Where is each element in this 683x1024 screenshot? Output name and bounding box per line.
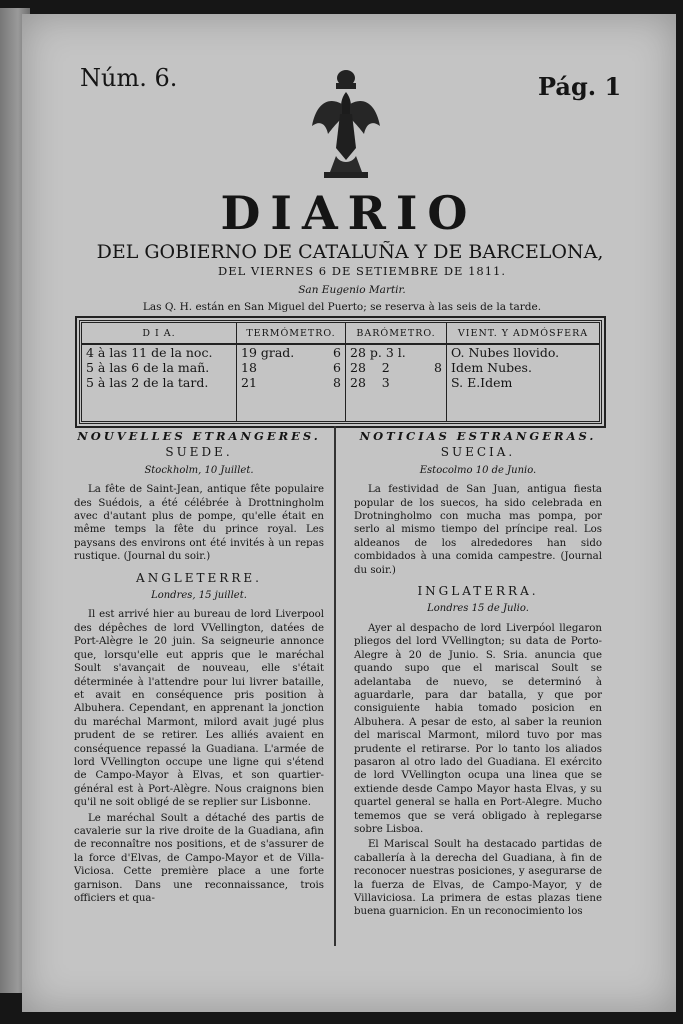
- saint-of-day: San Eugenio Martir.: [298, 284, 406, 296]
- wind-row: O. Nubes llovido.: [451, 345, 560, 360]
- day-cell: [82, 344, 237, 421]
- newspaper-page: [22, 14, 676, 1012]
- col-header-barometer: BARÓMETRO.: [346, 323, 447, 344]
- masthead-subtitle: DEL GOBIERNO DE CATALUÑA Y DE BARCELONA,: [96, 241, 604, 263]
- thermo-row: 19 grad. 6: [241, 345, 341, 360]
- day-row: 4 à las 11 de la noc.: [86, 345, 213, 360]
- spanish-column: [354, 428, 602, 921]
- article-paragraph: Ayer al despacho de lord Liverpóol llegaron pliegos del lord VVellington; su data de Porto-Alegre à 20 de Junio. S. Sria. anuncia que quando supo que el mariscal Soult se adelantaba de nuevo, se determinó à aguardarle, para dar batalla, y que por consiguiente habia tomado posicion en Albuhera. A pesar de esto, al saber la reunion del mariscal Marmont, milord tuvo por mas prudente el retirarse. Por lo tanto los aliados pasaron al otro lado del Guadiana. El exército de lord VVellington ocupa una linea que se extiende desde Campo Mayor hasta Elvas, y su quartel general se halla en Port-Alegre. Mucho tememos que se verá obligado à replegarse sobre Lisboa.: [354, 622, 602, 835]
- section-heading: NOTICIAS ESTRANGERAS.: [359, 429, 597, 443]
- wind-cell: [447, 344, 600, 421]
- dateline: Londres 15 de Julio.: [427, 603, 529, 615]
- col-header-day: D I A.: [82, 323, 237, 344]
- barometer-cell: [346, 344, 447, 421]
- baro-row: 28 p. 3 l.: [350, 345, 406, 360]
- country-heading: INGLATERRA.: [417, 584, 539, 599]
- french-column: [74, 428, 324, 907]
- article-paragraph: Il est arrivé hier au bureau de lord Liverpool des dépêches de lord VVellington, datées de Port-Alègre le 20 juin. Sa seigneurie annonce que, lorsqu'elle eut appris que le maréchal Soult s'avançait de nouveau, elle s'était déterminée à l'attendre pour lui livrer bataille, et avait en conséquence pris position à Albuhera. Cependant, en apprenant la jonction du maréchal Marmont, milord avait jugé plus prudent de se retirer. Les alliés avaient en conséquence repassé la Guadiana. L'armée de lord VVellington occupe une ligne qui s'étend de Campo-Mayor à Elvas, et son quartier-général est à Port-Alègre. Nous craignons bien qu'il ne soit obligé de se replier sur Lisbonne.: [74, 609, 324, 809]
- baro-row: 28 3: [350, 375, 390, 390]
- wind-row: S. E.Idem: [451, 375, 513, 390]
- eagle-crest-icon: [306, 68, 386, 190]
- baro-row: 28 2 8: [350, 360, 442, 375]
- section-heading: NOUVELLES ETRANGERES.: [77, 429, 321, 443]
- column-divider: [334, 426, 336, 946]
- col-header-wind: VIENT. Y ADMÓSFERA: [447, 323, 600, 344]
- thermo-row: 18 6: [241, 360, 341, 375]
- church-notice: Las Q. H. están en San Miguel del Puerto; se reserva à las seis de la tarde.: [142, 301, 542, 313]
- day-row: 5 à las 6 de la mañ.: [86, 360, 210, 375]
- col-header-thermometer: TERMÓMETRO.: [237, 323, 346, 344]
- dateline: Stockholm, 10 Juillet.: [144, 464, 254, 476]
- issue-date: DEL VIERNES 6 DE SETIEMBRE DE 1811.: [217, 264, 507, 278]
- weather-table: [79, 320, 602, 424]
- thermometer-cell: [237, 344, 346, 421]
- dateline: Londres, 15 juillet.: [151, 590, 247, 602]
- article-paragraph: La festividad de San Juan, antigua fiesta popular de los suecos, ha sido celebrada en Drotningholmo con mucha mas pompa, por serlo al mismo tiempo del príncipe real. Los aldeanos de los alrededores han sido combidados à una comida campestre. (Journal du soir.): [354, 484, 602, 576]
- thermo-row: 21 8: [241, 375, 341, 390]
- country-heading: SUECIA.: [440, 445, 516, 460]
- country-heading: SUEDE.: [165, 445, 233, 460]
- issue-number: Núm. 6.: [80, 64, 178, 92]
- page-number: Pág. 1: [538, 72, 622, 101]
- article-paragraph: La fête de Saint-Jean, antique fête populaire des Suédois, a été célébrée à Drottningholm avec d'autant plus de pompe, qu'elle était en même temps la fête du prince royal. Les paysans des environs ont été invités à un repas rustique. (Journal du soir.): [74, 484, 324, 563]
- wind-row: Idem Nubes.: [451, 360, 532, 375]
- dateline: Estocolmo 10 de Junio.: [419, 464, 537, 476]
- article-paragraph: El Mariscal Soult ha destacado partidas de caballería à la derecha del Guadiana, à fin de reconocer nuestras posiciones, y asegurarse de la fuerza de Elvas, de Campo-Mayor, y de Villaviciosa. La primera de estas plazas tiene buena guarnicion. En un reconocimiento los: [354, 839, 602, 918]
- day-row: 5 à las 2 de la tard.: [86, 375, 209, 390]
- article-paragraph: Le maréchal Soult a détaché des partis de cavalerie sur la rive droite de la Guadiana, afin de reconnaître nos positions, et de s'assurer de la force d'Elvas, de Campo-Mayor et de Villa-Viciosa. Cette première place a une forte garnison. Dans une reconnaissance, trois officiers et qua-: [74, 812, 324, 904]
- masthead-title: DIARIO: [220, 186, 478, 240]
- country-heading: ANGLETERRE.: [136, 570, 262, 585]
